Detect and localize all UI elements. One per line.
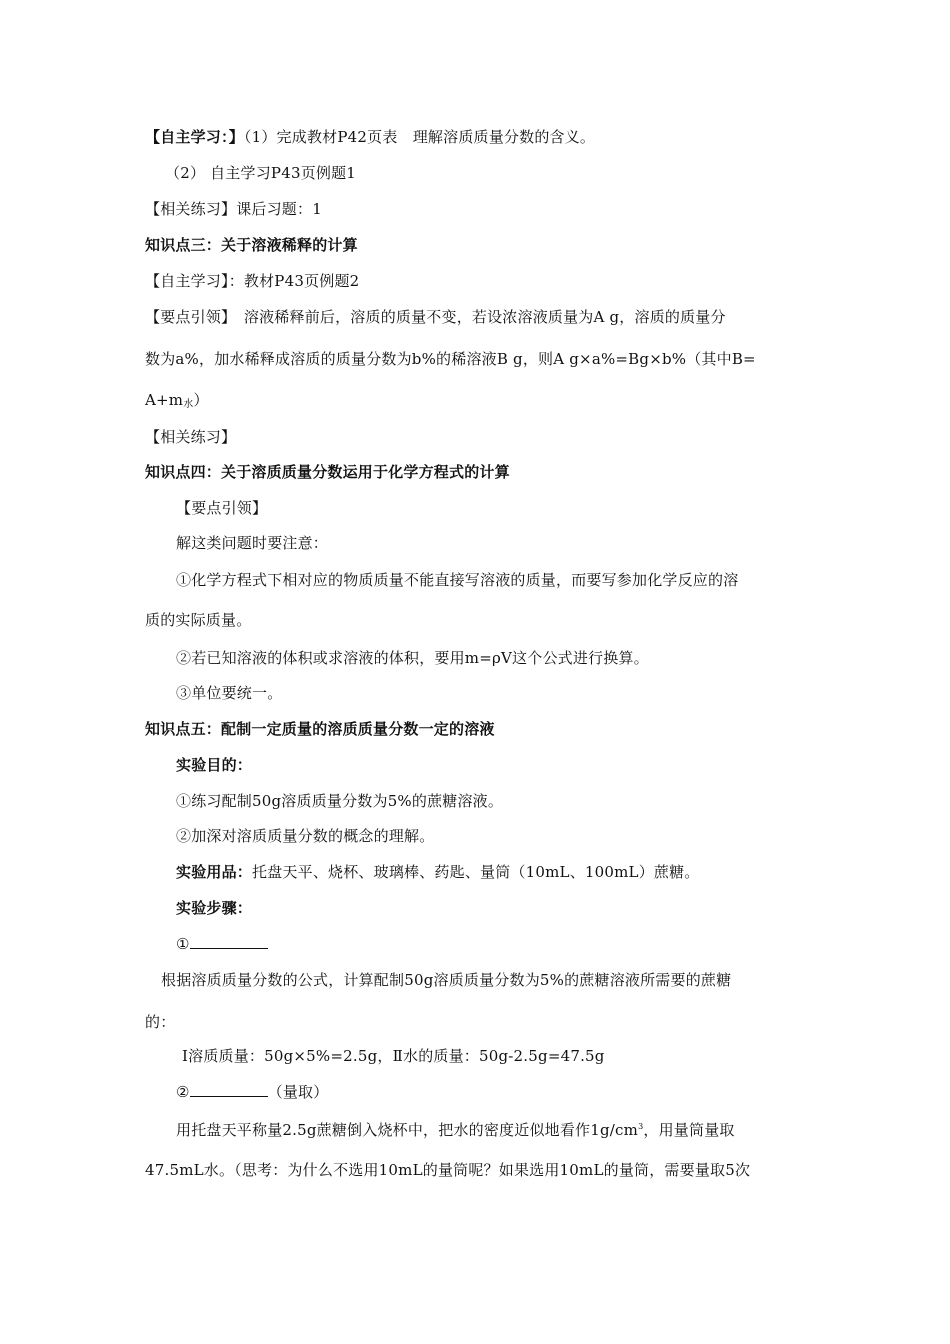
experiment-materials-text: 托盘天平、烧杯、玻璃棒、药匙、量筒（10mL、100mL）蔗糖。 (252, 863, 700, 881)
step-1-calculation: Ⅰ溶质质量：50g×5%=2.5g，Ⅱ水的质量：50g-2.5g=47.5g (182, 1047, 605, 1065)
step-2-label: （量取） (267, 1083, 329, 1101)
step-2-number: ② (176, 1083, 190, 1101)
experiment-materials (176, 862, 700, 882)
step-1-description-line-2: 的： (145, 1013, 176, 1031)
step-2 (176, 1082, 328, 1102)
step-1-number: ① (176, 935, 190, 953)
step-1-blank (190, 934, 268, 949)
key-point-label: 【要点引领】 (176, 499, 268, 517)
experiment-materials-label: 实验用品： (176, 863, 253, 881)
notice-item-2: ②若已知溶液的体积或求溶液的体积，要用m=ρV这个公式进行换算。 (176, 649, 649, 667)
experiment-purpose-label: 实验目的： (176, 756, 253, 774)
experiment-purpose-2: ②加深对溶质质量分数的概念的理解。 (176, 827, 435, 845)
self-study-line-1 (145, 127, 595, 147)
cube-superscript: 3 (638, 1122, 644, 1131)
knowledge-point-4-heading: 知识点四：关于溶质质量分数运用于化学方程式的计算 (145, 463, 510, 481)
step-1-description-line-1: 根据溶质质量分数的公式，计算配制50g溶质质量分数为5%的蔗糖溶液所需要的蔗糖 (161, 971, 732, 989)
related-exercise-1: 【相关练习】课后习题：1 (145, 200, 322, 218)
key-point-paragraph-line-3 (145, 390, 209, 415)
knowledge-point-3-heading: 知识点三：关于溶液稀释的计算 (145, 236, 358, 254)
formula-subscript: 水 (183, 399, 194, 410)
step-2-description-line-1 (176, 1117, 735, 1140)
knowledge-point-5-heading: 知识点五：配制一定质量的溶质质量分数一定的溶液 (145, 720, 495, 738)
notice-intro: 解这类问题时要注意： (176, 534, 329, 552)
formula-text: A+m (145, 391, 184, 409)
step-2-description-line-2: 47.5mL水。（思考：为什么不选用10mL的量筒呢？如果选用10mL的量筒，需要量取5次 (145, 1161, 751, 1179)
experiment-purpose-1: ①练习配制50g溶质质量分数为5%的蔗糖溶液。 (176, 792, 504, 810)
notice-item-1-line-2: 质的实际质量。 (145, 611, 252, 629)
self-study-label: 【自主学习：】 (145, 128, 244, 146)
step-1 (176, 934, 268, 954)
formula-close: ） (193, 391, 209, 409)
self-study-line-2: （2） 自主学习P43页例题1 (165, 164, 357, 182)
key-point-paragraph-line-1: 【要点引领】 溶液稀释前后，溶质的质量不变，若设浓溶液质量为A g，溶质的质量分 (145, 308, 726, 326)
key-point-paragraph-line-2: 数为a%，加水稀释成溶质的质量分数为b%的稀溶液B g，则A g×a%=Bg×b%（其中B= (145, 350, 756, 368)
self-study-line-3: 【自主学习】：教材P43页例题2 (145, 272, 360, 290)
notice-item-1-line-1: ①化学方程式下相对应的物质质量不能直接写溶液的质量，而要写参加化学反应的溶 (176, 571, 739, 589)
step-2-description-end: ，用量筒量取 (643, 1121, 735, 1139)
notice-item-3: ③单位要统一。 (176, 684, 283, 702)
step-2-blank (190, 1082, 268, 1097)
experiment-steps-label: 实验步骤： (176, 899, 253, 917)
step-2-description-text: 用托盘天平称量2.5g蔗糖倒入烧杯中，把水的密度近似地看作1g/cm (176, 1121, 639, 1139)
related-exercise-2: 【相关练习】 (145, 428, 237, 446)
self-study-text-1: （1）完成教材P42页表 理解溶质质量分数的含义。 (243, 128, 596, 146)
